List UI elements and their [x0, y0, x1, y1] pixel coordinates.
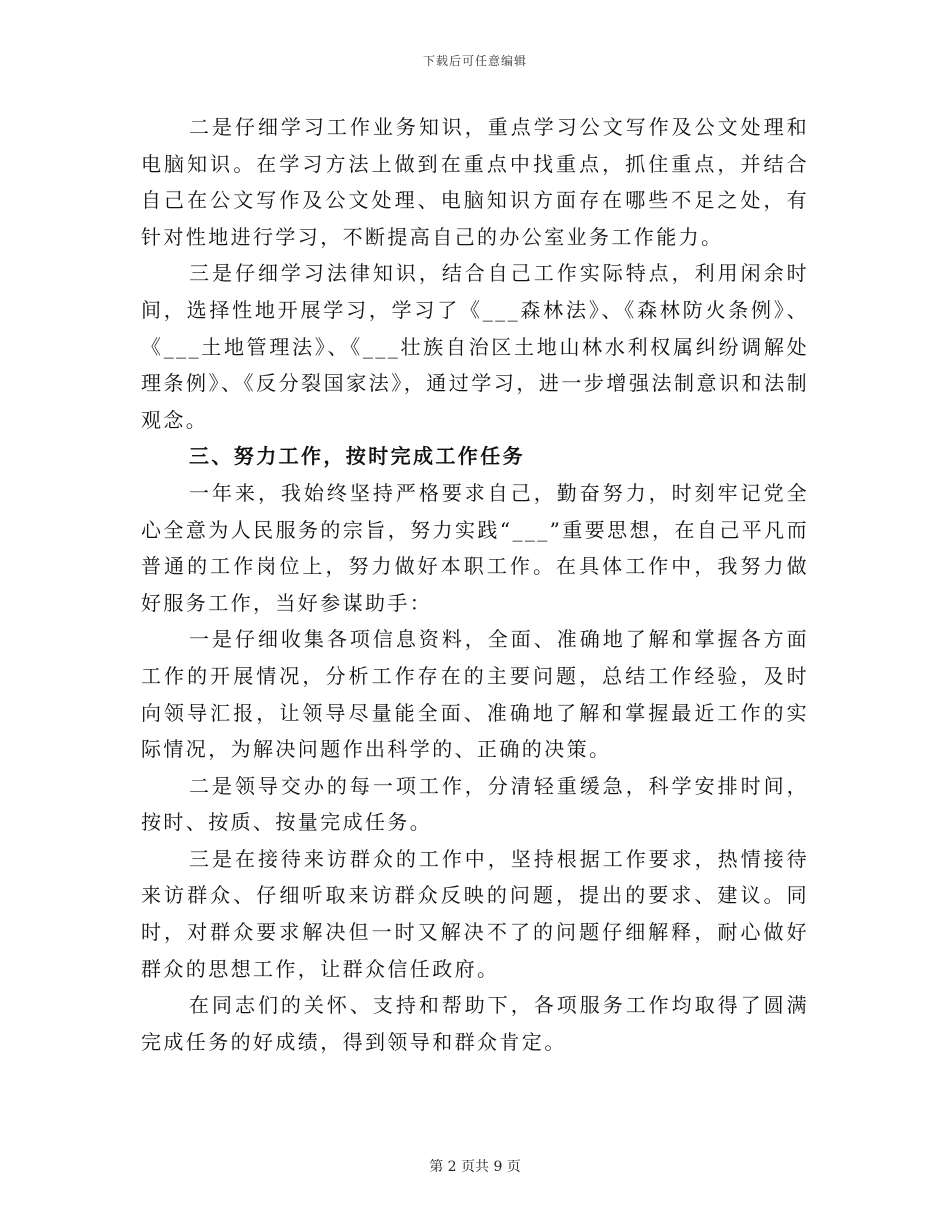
paragraph-conclusion: 在同志们的关怀、支持和帮助下，各项服务工作均取得了圆满完成任务的好成绩，得到领导和群众肯定。 — [141, 993, 809, 1054]
paragraph-study-law: 三是仔细学习法律知识，结合自己工作实际特点，利用闲余时间，选择性地开展学习，学习了《___森林法》、《森林防火条例》、《___土地管理法》、《___壮族自治区土地山林水利权属纠纷调解处理条例》、《反分裂国家法》，通过学习，进一步增强法制意识和法制观念。 — [141, 261, 809, 432]
paragraph-year-summary: 一年来，我始终坚持严格要求自己，勤奋努力，时刻牢记党全心全意为人民服务的宗旨，努力实践“___”重要思想，在自己平凡而普通的工作岗位上，努力做好本职工作。在具体工作中，我努力做好服务工作，当好参谋助手： — [141, 480, 809, 615]
section-heading: 三、努力工作，按时完成工作任务 — [189, 444, 525, 469]
paragraph-leader-tasks: 二是领导交办的每一项工作，分清轻重缓急，科学安排时间，按时、按质、按量完成任务。 — [141, 773, 809, 835]
paragraph-study-business: 二是仔细学习工作业务知识，重点学习公文写作及公文处理和电脑知识。在学习方法上做到在重点中找重点，抓住重点，并结合自己在公文写作及公文处理、电脑知识方面存在哪些不足之处，有针对性地进行学习，不断提高自己的办公室业务工作能力。 — [141, 115, 809, 249]
paragraph-reception: 三是在接待来访群众的工作中，坚持根据工作要求，热情接待来访群众、仔细听取来访群众反映的问题，提出的要求、建议。同时，对群众要求解决但一时又解决不了的问题仔细解释，耐心做好群众的思想工作，让群众信任政府。 — [141, 846, 809, 981]
paragraph-collect-info: 一是仔细收集各项信息资料，全面、准确地了解和掌握各方面工作的开展情况，分析工作存在的主要问题，总结工作经验，及时向领导汇报，让领导尽量能全面、准确地了解和掌握最近工作的实际情况，为解决问题作出科学的、正确的决策。 — [141, 627, 809, 762]
page-header: 下载后可任意编辑 — [422, 54, 527, 68]
page-footer: 第 2 页共 9 页 — [429, 1159, 521, 1175]
document-body — [141, 109, 809, 1060]
